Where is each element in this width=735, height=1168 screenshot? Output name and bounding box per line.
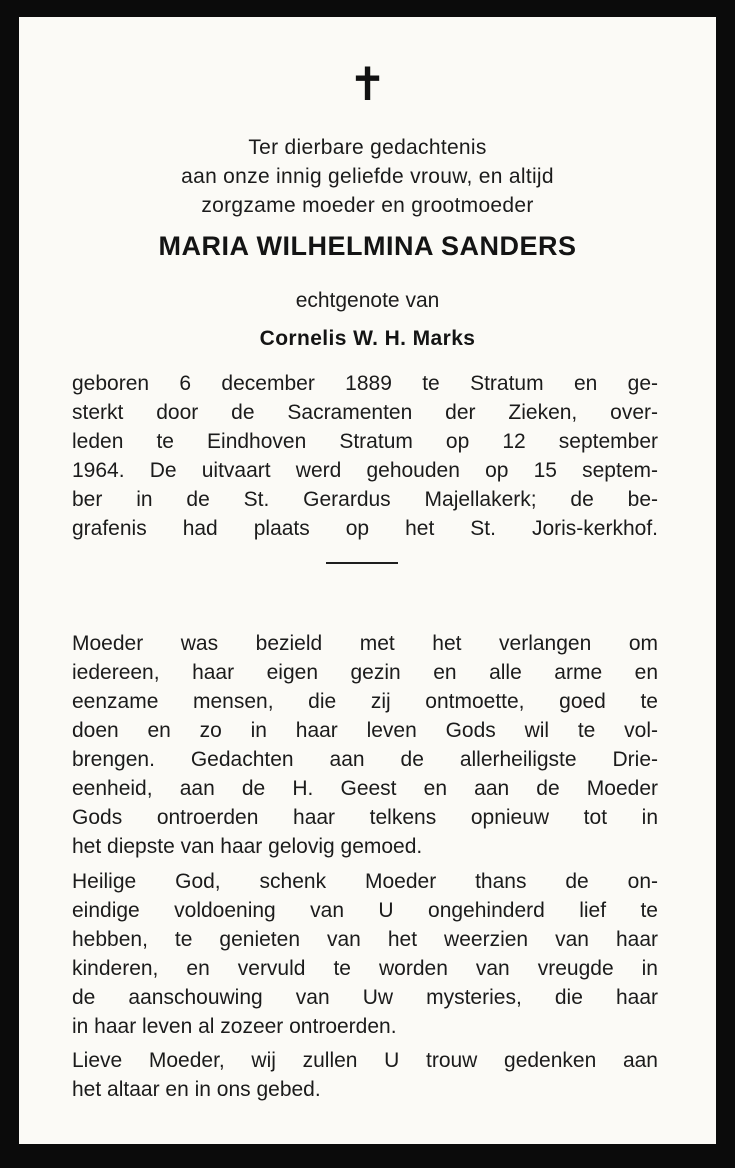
prayer-paragraph	[72, 867, 658, 1041]
dedication-line: zorgzame moeder en grootmoeder	[201, 194, 534, 217]
closing-paragraph	[72, 1046, 658, 1104]
text-line: Heilige God, schenk Moeder thans de on-	[72, 870, 658, 893]
biography-paragraph	[72, 369, 658, 543]
text-line: 1964. De uitvaart werd gehouden op 15 septem-	[72, 459, 658, 482]
text-line: doen en zo in haar leven Gods wil te vol-	[72, 719, 658, 742]
text-line: ber in de St. Gerardus Majellakerk; de be-	[72, 488, 658, 511]
text-line: sterkt door de Sacramenten der Zieken, over-	[72, 401, 658, 424]
spouse-name: Cornelis W. H. Marks	[259, 327, 476, 350]
dedication-line: aan onze innig geliefde vrouw, en altijd	[181, 165, 554, 188]
dedication-text	[19, 133, 716, 220]
deceased-name: MARIA WILHELMINA SANDERS	[158, 231, 577, 261]
text-line: kinderen, en vervuld te worden van vreugde in	[72, 957, 658, 980]
cross-icon: ✝	[348, 57, 387, 111]
text-line: Gods ontroerden haar telkens opnieuw tot in	[72, 806, 658, 829]
text-line: Moeder was bezield met het verlangen om	[72, 632, 658, 655]
dedication-line: Ter dierbare gedachtenis	[248, 136, 487, 159]
text-line: hebben, te genieten van het weerzien van haar	[72, 928, 658, 951]
text-line: eindige voldoening van U ongehinderd lief te	[72, 899, 658, 922]
text-line: de aanschouwing van Uw mysteries, die haar	[72, 986, 658, 1009]
text-line: eenheid, aan de H. Geest en aan de Moeder	[72, 777, 658, 800]
text-line: Lieve Moeder, wij zullen U trouw gedenken aan	[72, 1049, 658, 1072]
section-divider	[326, 562, 398, 564]
text-line: geboren 6 december 1889 te Stratum en ge-	[72, 372, 658, 395]
text-line: in haar leven al zozeer ontroerden.	[72, 1015, 397, 1038]
text-line: het diepste van haar gelovig gemoed.	[72, 835, 423, 858]
text-line: leden te Eindhoven Stratum op 12 september	[72, 430, 658, 453]
text-line: eenzame mensen, die zij ontmoette, goed te	[72, 690, 658, 713]
text-line: iedereen, haar eigen gezin en alle arme en	[72, 661, 658, 684]
tribute-paragraph	[72, 629, 658, 861]
text-line: brengen. Gedachten aan de allerheiligste Drie-	[72, 748, 658, 771]
text-line: grafenis had plaats op het St. Joris-kerkhof.	[72, 517, 658, 540]
text-line: het altaar en in ons gebed.	[72, 1078, 321, 1101]
memorial-card	[19, 17, 716, 1144]
spouse-label: echtgenote van	[295, 289, 440, 312]
